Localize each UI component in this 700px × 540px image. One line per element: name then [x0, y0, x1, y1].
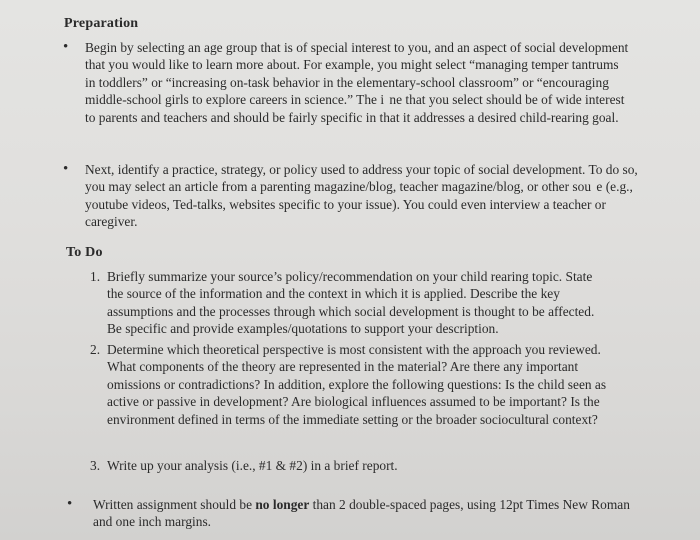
- preparation-bullet-2: [63, 161, 640, 231]
- preparation-bullet-1: [63, 39, 630, 126]
- todo-item-1-number: 1.: [90, 269, 101, 284]
- bullet-icon: •: [67, 496, 73, 512]
- note-text-after: than 2 double-spaced pages, using 12pt Times New Roman and one inch margins.: [93, 497, 630, 530]
- bullet-icon: •: [63, 161, 69, 177]
- todo-item-1: [90, 268, 607, 338]
- todo-item-1-text: Briefly summarize your source’s policy/recommendation on your child rearing topic. State the source of the information and the context in which it is applied. Describe the key assumptions and the processes through which social development is thought to be affected. Be specific and provide examples/quotations to support your description.: [107, 269, 595, 337]
- todo-item-3-number: 3.: [90, 458, 101, 473]
- preparation-heading: Preparation: [64, 16, 139, 31]
- note-text-before: Written assignment should be: [93, 497, 256, 512]
- todo-item-3-text: Write up your analysis (i.e., #1 & #2) in a brief report.: [107, 458, 398, 473]
- preparation-bullet-2-text: Next, identify a practice, strategy, or policy used to address your topic of social development. To do so, you may select an article from a parenting magazine/blog, teacher magazine/blog, or other sou e (e.g., youtube videos, Ted-talks, websites specific to your issue). You could even interview a teacher or caregiver.: [85, 162, 638, 230]
- todo-item-2-text: Determine which theoretical perspective is most consistent with the approach you reviewed. What components of the theory are represented in the material? Are there any important omissions or contradictions? In addition, explore the following questions: Is the child seen as active or passive in development? Are biological influences assumed to be important? Is the environment defined in terms of the immediate setting or the broader sociocultural context?: [107, 342, 607, 427]
- todo-item-3: [90, 457, 527, 474]
- preparation-bullet-1-text: Begin by selecting an age group that is of special interest to you, and an aspect of social development that you would like to learn more about. For example, you might select “managing temper tantrums in toddlers” or “increasing on-task behavior in the elementary-school classroom” or “encouraging middle-school girls to explore careers in science.” The i ne that you select should be of wide interest to parents and teachers and should be fairly specific in that it addresses a desired child-rearing goal.: [85, 40, 629, 125]
- bullet-icon: •: [63, 39, 69, 55]
- todo-heading: To Do: [66, 245, 103, 260]
- note-emphasis: no longer: [255, 497, 310, 512]
- todo-item-2: [90, 341, 627, 428]
- length-requirement-note: [67, 496, 633, 531]
- todo-item-2-number: 2.: [90, 342, 101, 357]
